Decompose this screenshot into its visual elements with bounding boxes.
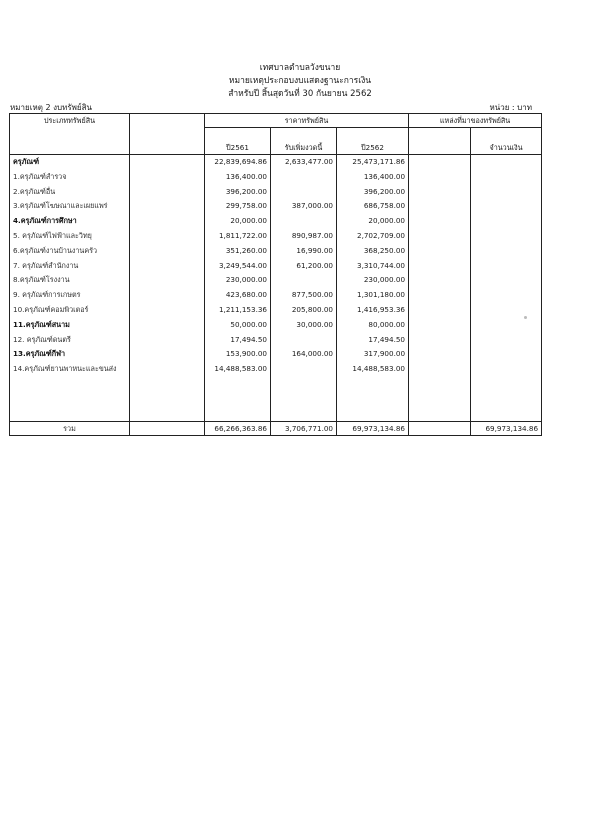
row-label: 10.ครุภัณฑ์คอมพิวเตอร์ — [10, 303, 130, 318]
table-row — [10, 303, 542, 318]
row-label: 12. ครุภัณฑ์ดนตรี — [10, 333, 130, 348]
row-amount — [471, 229, 542, 244]
row-source — [409, 273, 471, 288]
row-y2562: 136,400.00 — [337, 170, 409, 185]
row-label: 1.ครุภัณฑ์สำรวจ — [10, 170, 130, 185]
row-source — [409, 229, 471, 244]
row-received: 877,500.00 — [271, 288, 337, 303]
row-received: 16,990.00 — [271, 244, 337, 259]
row-source — [409, 244, 471, 259]
col-source-group: แหล่งที่มาของทรัพย์สิน — [409, 114, 542, 128]
row-y2561: 22,839,694.86 — [205, 155, 271, 170]
row-received: 2,633,477.00 — [271, 155, 337, 170]
row-label: 11.ครุภัณฑ์สนาม — [10, 318, 130, 333]
org-title: เทศบาลตำบลวังขนาย — [259, 63, 341, 73]
row-blank — [130, 259, 205, 274]
row-amount — [471, 303, 542, 318]
row-label: 13.ครุภัณฑ์กีฬา — [10, 347, 130, 362]
row-amount — [471, 273, 542, 288]
row-y2561: 153,900.00 — [205, 347, 271, 362]
row-blank — [130, 155, 205, 170]
report-title: หมายเหตุประกอบงบแสดงฐานะการเงิน — [228, 76, 372, 86]
row-blank — [130, 303, 205, 318]
row-blank — [130, 333, 205, 348]
row-received: 890,987.00 — [271, 229, 337, 244]
row-blank — [130, 273, 205, 288]
row-y2562: 1,301,180.00 — [337, 288, 409, 303]
table-row — [10, 155, 542, 170]
row-source — [409, 155, 471, 170]
row-amount — [471, 185, 542, 200]
row-blank — [130, 214, 205, 229]
table-row — [10, 347, 542, 362]
row-source — [409, 318, 471, 333]
row-source — [409, 303, 471, 318]
spacer-row — [10, 377, 542, 422]
row-y2562: 368,250.00 — [337, 244, 409, 259]
table-row — [10, 318, 542, 333]
table-row — [10, 273, 542, 288]
row-y2561: 299,758.00 — [205, 199, 271, 214]
col-price-group: ราคาทรัพย์สิน — [205, 114, 409, 128]
table-row — [10, 199, 542, 214]
row-received: 164,000.00 — [271, 347, 337, 362]
row-y2561: 230,000.00 — [205, 273, 271, 288]
table-row — [10, 170, 542, 185]
row-received — [271, 362, 337, 377]
row-y2561: 20,000.00 — [205, 214, 271, 229]
table-row — [10, 333, 542, 348]
row-received — [271, 273, 337, 288]
total-amount: 69,973,134.86 — [471, 421, 542, 435]
row-amount — [471, 199, 542, 214]
row-received: 30,000.00 — [271, 318, 337, 333]
row-received: 387,000.00 — [271, 199, 337, 214]
row-label: 4.ครุภัณฑ์การศึกษา — [10, 214, 130, 229]
col-amount: จำนวนเงิน — [471, 141, 542, 155]
row-source — [409, 347, 471, 362]
row-blank — [130, 229, 205, 244]
table-row — [10, 185, 542, 200]
row-amount — [471, 288, 542, 303]
row-y2561: 423,680.00 — [205, 288, 271, 303]
row-y2562: 396,200.00 — [337, 185, 409, 200]
row-amount — [471, 155, 542, 170]
row-amount — [471, 333, 542, 348]
report-period: สำหรับปี สิ้นสุดวันที่ 30 กันยายน 2562 — [228, 89, 372, 99]
row-amount — [471, 170, 542, 185]
col-y2561: ปี2561 — [205, 141, 271, 155]
total-label: รวม — [10, 421, 130, 435]
row-amount — [471, 362, 542, 377]
row-received — [271, 170, 337, 185]
row-source — [409, 259, 471, 274]
row-source — [409, 333, 471, 348]
table-row — [10, 288, 542, 303]
row-y2562: 1,416,953.36 — [337, 303, 409, 318]
row-blank — [130, 199, 205, 214]
row-blank — [130, 185, 205, 200]
row-source — [409, 185, 471, 200]
row-amount — [471, 214, 542, 229]
row-y2562: 14,488,583.00 — [337, 362, 409, 377]
table-row — [10, 362, 542, 377]
row-y2562: 17,494.50 — [337, 333, 409, 348]
row-label: ครุภัณฑ์ — [10, 155, 130, 170]
table-row — [10, 244, 542, 259]
row-amount — [471, 347, 542, 362]
row-label: 14.ครุภัณฑ์ยานพาหนะและขนส่ง — [10, 362, 130, 377]
row-blank — [130, 318, 205, 333]
row-amount — [471, 259, 542, 274]
row-label: 6.ครุภัณฑ์งานบ้านงานครัว — [10, 244, 130, 259]
row-received — [271, 333, 337, 348]
row-y2562: 80,000.00 — [337, 318, 409, 333]
total-y2562: 69,973,134.86 — [337, 421, 409, 435]
row-label: 5. ครุภัณฑ์ไฟฟ้าและวิทยุ — [10, 229, 130, 244]
row-y2561: 17,494.50 — [205, 333, 271, 348]
row-y2562: 317,900.00 — [337, 347, 409, 362]
row-y2562: 230,000.00 — [337, 273, 409, 288]
row-blank — [130, 362, 205, 377]
row-label: 9. ครุภัณฑ์การเกษตร — [10, 288, 130, 303]
row-y2561: 1,211,153.36 — [205, 303, 271, 318]
note-label: หมายเหตุ 2 งบทรัพย์สิน — [10, 103, 92, 112]
row-y2562: 686,758.00 — [337, 199, 409, 214]
header-row-2 — [10, 128, 542, 142]
row-label: 2.ครุภัณฑ์อื่น — [10, 185, 130, 200]
row-blank — [130, 347, 205, 362]
row-y2561: 14,488,583.00 — [205, 362, 271, 377]
row-source — [409, 362, 471, 377]
total-y2561: 66,266,363.86 — [205, 421, 271, 435]
row-source — [409, 214, 471, 229]
row-received — [271, 185, 337, 200]
row-y2561: 50,000.00 — [205, 318, 271, 333]
row-source — [409, 199, 471, 214]
row-received: 205,800.00 — [271, 303, 337, 318]
row-y2562: 3,310,744.00 — [337, 259, 409, 274]
col-y2562: ปี2562 — [337, 141, 409, 155]
row-y2562: 25,473,171.86 — [337, 155, 409, 170]
col-category: ประเภททรัพย์สิน — [10, 114, 130, 128]
header-row-1 — [10, 114, 542, 128]
table-row — [10, 259, 542, 274]
table-row — [10, 229, 542, 244]
row-received — [271, 214, 337, 229]
row-amount — [471, 244, 542, 259]
row-y2561: 136,400.00 — [205, 170, 271, 185]
row-blank — [130, 244, 205, 259]
row-y2561: 3,249,544.00 — [205, 259, 271, 274]
asset-table — [9, 113, 542, 436]
col-blank — [130, 114, 205, 128]
row-y2561: 351,260.00 — [205, 244, 271, 259]
row-amount — [471, 318, 542, 333]
unit-label: หน่วย : บาท — [489, 103, 532, 112]
row-blank — [130, 288, 205, 303]
row-y2562: 2,702,709.00 — [337, 229, 409, 244]
row-blank — [130, 170, 205, 185]
row-y2561: 1,811,722.00 — [205, 229, 271, 244]
row-source — [409, 288, 471, 303]
scan-speck — [524, 316, 527, 319]
row-source — [409, 170, 471, 185]
col-received: รับเพิ่มงวดนี้ — [271, 141, 337, 155]
row-received: 61,200.00 — [271, 259, 337, 274]
total-received: 3,706,771.00 — [271, 421, 337, 435]
total-row — [10, 421, 542, 435]
row-label: 3.ครุภัณฑ์โฆษณาและเผยแพร่ — [10, 199, 130, 214]
row-label: 7. ครุภัณฑ์สำนักงาน — [10, 259, 130, 274]
row-y2562: 20,000.00 — [337, 214, 409, 229]
row-label: 8.ครุภัณฑ์โรงงาน — [10, 273, 130, 288]
table-row — [10, 214, 542, 229]
row-y2561: 396,200.00 — [205, 185, 271, 200]
header-row-3 — [10, 141, 542, 155]
